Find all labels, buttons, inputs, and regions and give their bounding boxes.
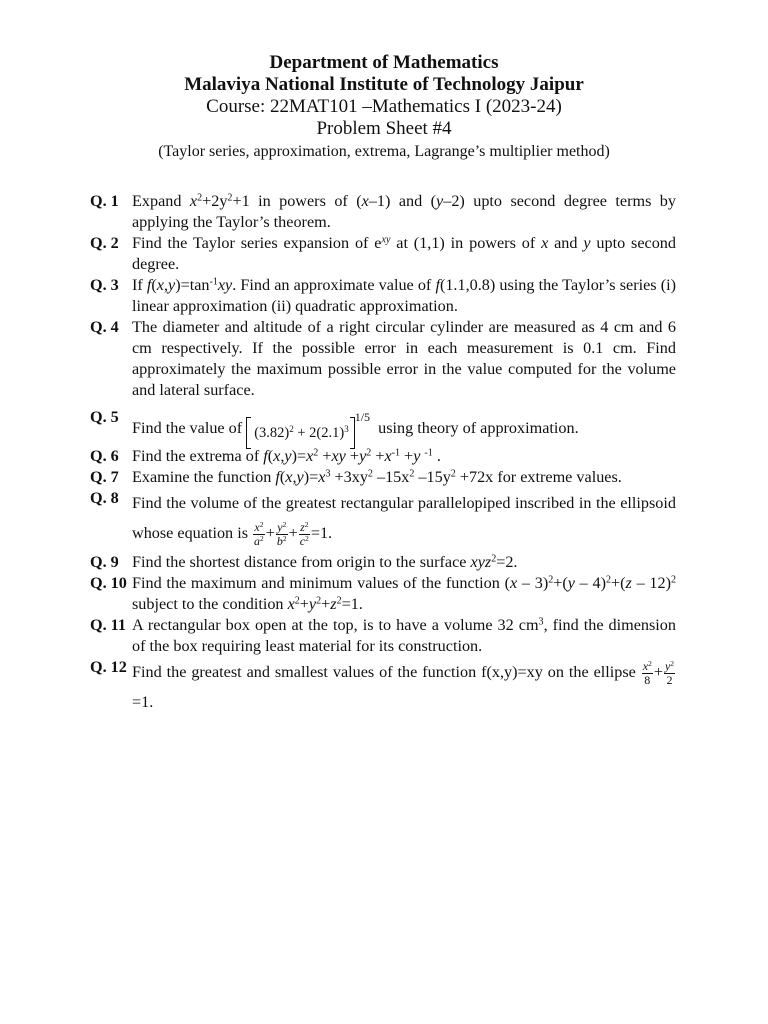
question-text-before: Find the greatest and smallest values of the function f(x,y)=xy on the ellipse [132,663,636,681]
question-label: Q. 12 [90,658,127,676]
question-text-before: Find the value of [132,419,243,437]
institute-title: Malaviya National Institute of Technology Jaipur [184,74,584,95]
question-12 [90,657,676,717]
question-label: Q. 11 [90,616,126,634]
question-text: Examine the function $f(x,y)=x^3 +3xy^2$ $-15x^2$ $-15y^2 +72x$ for extreme values. [132,468,622,486]
question-text: Expand $x^2+2y^2+1$ in powers of (x–1) and (y–2) upto second degree terms by applying the Taylor’s theorem. [132,192,676,231]
ellipsoid-equation: $\frac{x^2}{a^2}$ + $\frac{y^2}{b^2}$ + $\frac{z^2}{c^2}$ =1. [254,519,333,548]
question-label: Q. 4 [90,318,119,336]
question-label: Q. 7 [90,468,119,486]
question-text: If $f(x,y)=\tan^{-1}xy$. Find an approximate value of f(1.1,0.8) using the Taylor’s series (i) linear approximation (ii) quadratic approximation. [132,276,676,315]
question-8 [90,488,676,548]
question-label: Q. 1 [90,192,119,210]
department-title: Department of Mathematics [269,52,499,73]
question-label: Q. 3 [90,276,119,294]
question-5 [90,407,676,444]
question-text-before: Find the volume of the greatest rectangular parallelopiped inscribed in the ellipsoid whose equation is [132,494,676,542]
question-text: Find the shortest distance from origin to the surface xyz$^2$=2. [132,553,518,571]
question-7 [90,467,676,488]
question-text [132,657,676,717]
question-label: Q. 9 [90,553,119,571]
question-text: Find the Taylor series expansion of $e^{xy}$ at (1,1) in powers of x and y upto second degree. [132,234,676,273]
question-6 [90,446,676,467]
question-9 [90,552,676,573]
question-4 [90,317,676,401]
question-label: Q. 6 [90,447,119,465]
question-1 [90,191,676,233]
sheet-header [0,52,768,163]
question-text: Find the extrema of $f(x,y)=x^2 +xy +y^2 +x^{-1} +y$ $^{-1}$ . [132,447,441,465]
question-text: Find the maximum and minimum values of the function (x – 3)$^2$+(y – 4)$^2$+(z – 12)$^2$ subject to the condition $x^2+y^2+z^2=1$. [132,574,677,613]
question-2 [90,233,676,275]
approximation-expression: $(3.82)^2 + 2(2.1)^3$ [246,423,355,444]
question-label: Q. 8 [90,489,119,507]
question-label: Q. 2 [90,234,119,252]
course-title: Course: 22MAT101 –Mathematics I (2023-24) [206,96,562,117]
question-label: Q. 10 [90,574,127,592]
ellipse-equation: $\frac{x^2}{8}$ + $\frac{y^2}{2}$ =1. [132,658,674,711]
sheet-title: Problem Sheet #4 [316,118,452,139]
question-11 [90,615,676,657]
question-text: The diameter and altitude of a right circular cylinder are measured as 4 cm and 6 cm respectively. If the possible error in each measurement is 0.1 cm. Find approximately the maximum possible error in the value computed for the volume and lateral surface. [132,318,676,399]
question-label: Q. 5 [90,408,119,426]
question-3 [90,275,676,317]
topics-line: (Taylor series, approximation, extrema, Lagrange’s multiplier method) [158,143,610,160]
question-text [132,488,676,548]
question-list [90,191,676,717]
question-10 [90,573,676,615]
question-text-after: using theory of approximation. [378,419,579,437]
question-text: Find the value of $(3.82)^2 + 2(2.1)^31/5$ using theory of approximation. [132,407,676,444]
question-text: A rectangular box open at the top, is to have a volume 32 $cm^3$, find the dimension of the box requiring least material for its construction. [132,616,676,655]
